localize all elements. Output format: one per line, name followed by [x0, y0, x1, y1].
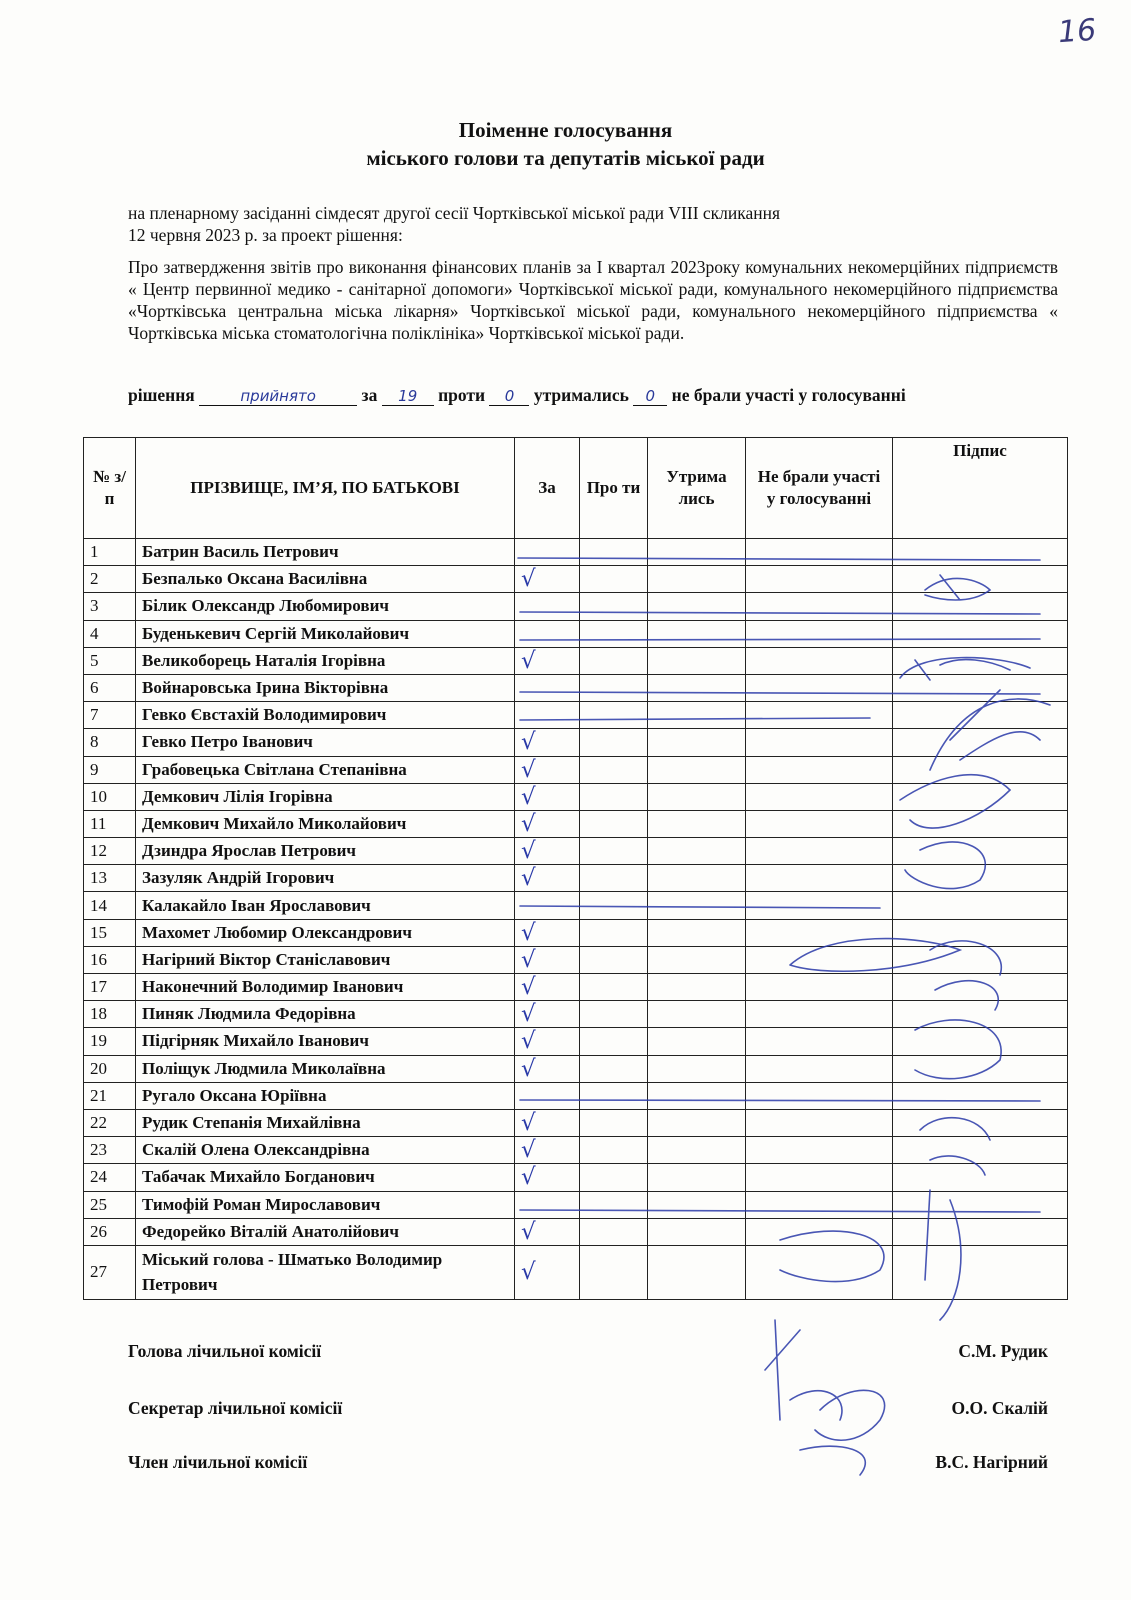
table-row: [84, 838, 1068, 865]
member-label: Член лічильної комісії: [128, 1452, 308, 1472]
vote-absent-cell: [746, 620, 893, 647]
vote-abstain-cell: [648, 756, 746, 783]
vote-for-cell: [515, 539, 580, 566]
voting-table: [83, 437, 1068, 1300]
table-row: [84, 593, 1068, 620]
signature-cell: [893, 593, 1068, 620]
chair-name: С.М. Рудик: [958, 1341, 1048, 1361]
vote-for-cell: [515, 1191, 580, 1218]
header-num: № з/п: [84, 438, 136, 539]
member-name: Тимофій Роман Мирославович: [136, 1191, 515, 1218]
table-row: [84, 1137, 1068, 1164]
signature-cell: [893, 892, 1068, 919]
row-number: 6: [84, 674, 136, 701]
document-subtitle: міського голови та депутатів міської ради: [366, 146, 765, 170]
vote-against-cell: [580, 566, 648, 593]
vote-absent-cell: [746, 892, 893, 919]
vote-for-cell: [515, 674, 580, 701]
vote-against-cell: [580, 647, 648, 674]
table-row: [84, 729, 1068, 756]
signature-cell: [893, 674, 1068, 701]
table-row: [84, 674, 1068, 701]
row-number: 25: [84, 1191, 136, 1218]
vote-absent-cell: [746, 1109, 893, 1136]
header-name: ПРІЗВИЩЕ, ІМ’Я, ПО БАТЬКОВІ: [136, 438, 515, 539]
vote-for-cell: √: [515, 919, 580, 946]
signature-cell: [893, 919, 1068, 946]
vote-abstain-cell: [648, 620, 746, 647]
vote-abstain-cell: [648, 919, 746, 946]
vote-against-cell: [580, 702, 648, 729]
signature-cell: [893, 783, 1068, 810]
vote-for-cell: √: [515, 974, 580, 1001]
vote-for-cell: √: [515, 1055, 580, 1082]
secretary-label: Секретар лічильної комісії: [128, 1398, 343, 1418]
vote-against-cell: [580, 674, 648, 701]
row-number: 16: [84, 946, 136, 973]
vote-absent-cell: [746, 539, 893, 566]
vote-for-cell: √: [515, 946, 580, 973]
against-count: 0: [489, 387, 529, 406]
signature-cell: [893, 1245, 1068, 1299]
vote-against-cell: [580, 1218, 648, 1245]
vote-absent-cell: [746, 1055, 893, 1082]
table-header-row: [84, 438, 1068, 539]
signature-cell: [893, 810, 1068, 837]
row-number: 15: [84, 919, 136, 946]
vote-absent-cell: [746, 647, 893, 674]
member-name: Великоборець Наталія Ігорівна: [136, 647, 515, 674]
signature-cell: [893, 620, 1068, 647]
vote-abstain-cell: [648, 1082, 746, 1109]
vote-absent-cell: [746, 756, 893, 783]
vote-absent-cell: [746, 1137, 893, 1164]
signature-cell: [893, 1164, 1068, 1191]
row-number: 23: [84, 1137, 136, 1164]
vote-against-cell: [580, 1082, 648, 1109]
member-name: Зазуляк Андрій Ігорович: [136, 865, 515, 892]
secretary-name: О.О. Скалій: [951, 1398, 1048, 1418]
vote-absent-cell: [746, 1218, 893, 1245]
row-number: 10: [84, 783, 136, 810]
row-number: 3: [84, 593, 136, 620]
row-number: 14: [84, 892, 136, 919]
vote-absent-cell: [746, 810, 893, 837]
for-label: за: [361, 385, 378, 405]
vote-abstain-cell: [648, 865, 746, 892]
vote-for-cell: √: [515, 1137, 580, 1164]
decision-result: прийнято: [199, 387, 357, 406]
row-number: 22: [84, 1109, 136, 1136]
table-row: [84, 1028, 1068, 1055]
vote-abstain-cell: [648, 1245, 746, 1299]
vote-absent-cell: [746, 593, 893, 620]
row-number: 21: [84, 1082, 136, 1109]
signature-cell: [893, 566, 1068, 593]
vote-for-cell: √: [515, 566, 580, 593]
vote-for-cell: [515, 593, 580, 620]
table-row: [84, 946, 1068, 973]
member-name: Войнаровська Ірина Вікторівна: [136, 674, 515, 701]
vote-for-cell: [515, 620, 580, 647]
vote-against-cell: [580, 729, 648, 756]
abstained-label: утримались: [533, 385, 629, 405]
vote-abstain-cell: [648, 647, 746, 674]
vote-for-cell: [515, 1082, 580, 1109]
vote-absent-cell: [746, 729, 893, 756]
vote-abstain-cell: [648, 593, 746, 620]
vote-against-cell: [580, 539, 648, 566]
vote-absent-cell: [746, 1191, 893, 1218]
vote-absent-cell: [746, 1028, 893, 1055]
member-name: Рудик Степанія Михайлівна: [136, 1109, 515, 1136]
table-row: [84, 1055, 1068, 1082]
chair-row: [128, 1341, 1048, 1362]
vote-absent-cell: [746, 783, 893, 810]
vote-abstain-cell: [648, 1137, 746, 1164]
member-name: Гевко Євстахій Володимирович: [136, 702, 515, 729]
vote-abstain-cell: [648, 674, 746, 701]
vote-abstain-cell: [648, 892, 746, 919]
absent-label: не брали участі у голосуванні: [671, 385, 906, 405]
vote-against-cell: [580, 1191, 648, 1218]
row-number: 4: [84, 620, 136, 647]
member-name: Наконечний Володимир Іванович: [136, 974, 515, 1001]
vote-abstain-cell: [648, 838, 746, 865]
member-name: Скалій Олена Олександрівна: [136, 1137, 515, 1164]
secretary-row: [128, 1398, 1048, 1419]
table-row: [84, 865, 1068, 892]
header-for: За: [515, 438, 580, 539]
vote-abstain-cell: [648, 783, 746, 810]
signature-cell: [893, 946, 1068, 973]
vote-abstain-cell: [648, 1218, 746, 1245]
table-row: [84, 756, 1068, 783]
signature-cell: [893, 838, 1068, 865]
signature-cell: [893, 1109, 1068, 1136]
signature-cell: [893, 865, 1068, 892]
member-name: Міський голова - Шматько Володимир Петрович: [136, 1245, 515, 1299]
table-row: [84, 1082, 1068, 1109]
vote-absent-cell: [746, 702, 893, 729]
vote-absent-cell: [746, 1245, 893, 1299]
decision-summary: [128, 385, 1068, 406]
member-name: Поліщук Людмила Миколаївна: [136, 1055, 515, 1082]
vote-absent-cell: [746, 865, 893, 892]
vote-abstain-cell: [648, 1001, 746, 1028]
member-name: Гевко Петро Іванович: [136, 729, 515, 756]
table-row: [84, 647, 1068, 674]
vote-for-cell: √: [515, 838, 580, 865]
vote-against-cell: [580, 1245, 648, 1299]
table-row: [84, 810, 1068, 837]
vote-abstain-cell: [648, 974, 746, 1001]
table-row: [84, 1191, 1068, 1218]
table-row: [84, 539, 1068, 566]
vote-for-cell: √: [515, 1001, 580, 1028]
table-row: [84, 1218, 1068, 1245]
vote-against-cell: [580, 919, 648, 946]
signature-cell: [893, 1137, 1068, 1164]
table-row: [84, 919, 1068, 946]
vote-absent-cell: [746, 1001, 893, 1028]
vote-against-cell: [580, 1164, 648, 1191]
member-name: Безпалько Оксана Василівна: [136, 566, 515, 593]
vote-for-cell: [515, 892, 580, 919]
member-name: Підгірняк Михайло Іванович: [136, 1028, 515, 1055]
signature-cell: [893, 702, 1068, 729]
vote-for-cell: √: [515, 810, 580, 837]
vote-abstain-cell: [648, 702, 746, 729]
row-number: 12: [84, 838, 136, 865]
table-row: [84, 1245, 1068, 1299]
vote-against-cell: [580, 620, 648, 647]
vote-absent-cell: [746, 974, 893, 1001]
page-number: 16: [1056, 12, 1098, 51]
vote-abstain-cell: [648, 810, 746, 837]
vote-against-cell: [580, 865, 648, 892]
member-name: Батрин Василь Петрович: [136, 539, 515, 566]
vote-abstain-cell: [648, 1191, 746, 1218]
member-name: В.С. Нагірний: [935, 1452, 1048, 1472]
row-number: 5: [84, 647, 136, 674]
member-name: Федорейко Віталій Анатолійович: [136, 1218, 515, 1245]
vote-against-cell: [580, 1137, 648, 1164]
row-number: 19: [84, 1028, 136, 1055]
signature-cell: [893, 756, 1068, 783]
table-row: [84, 702, 1068, 729]
decision-label: рішення: [128, 385, 195, 405]
abstained-count: 0: [633, 387, 667, 406]
vote-against-cell: [580, 1055, 648, 1082]
vote-for-cell: [515, 702, 580, 729]
header-signature: Підпис: [893, 438, 1068, 539]
vote-abstain-cell: [648, 1028, 746, 1055]
row-number: 20: [84, 1055, 136, 1082]
vote-against-cell: [580, 946, 648, 973]
vote-for-cell: √: [515, 1164, 580, 1191]
member-row: [128, 1452, 1048, 1473]
table-row: [84, 892, 1068, 919]
signature-cell: [893, 647, 1068, 674]
signature-cell: [893, 1028, 1068, 1055]
table-row: [84, 1164, 1068, 1191]
table-row: [84, 974, 1068, 1001]
row-number: 13: [84, 865, 136, 892]
vote-absent-cell: [746, 838, 893, 865]
vote-absent-cell: [746, 919, 893, 946]
table-row: [84, 620, 1068, 647]
member-name: Демкович Михайло Миколайович: [136, 810, 515, 837]
vote-for-cell: √: [515, 865, 580, 892]
vote-against-cell: [580, 593, 648, 620]
vote-abstain-cell: [648, 1164, 746, 1191]
member-name: Буденькевич Сергій Миколайович: [136, 620, 515, 647]
signature-cell: [893, 974, 1068, 1001]
vote-absent-cell: [746, 674, 893, 701]
header-against: Про ти: [580, 438, 648, 539]
header-absent: Не брали участі у голосуванні: [746, 438, 893, 539]
member-name: Грабовецька Світлана Степанівна: [136, 756, 515, 783]
draft-decision-description: Про затвердження звітів про виконання фінансових планів за І квартал 2023року комунальних некомерційних підприємств « Центр первинної медико - санітарної допомоги» Чортківської міської ради, комунального некомерційного підприємства «Чортківська центральна міська лікарня» Чортківської міської ради, комунального некомерційного підприємства « Чортківська міська стоматологічна поліклініка» Чортківської міської ради.: [128, 257, 1058, 343]
vote-against-cell: [580, 783, 648, 810]
row-number: 11: [84, 810, 136, 837]
member-name: Дзиндра Ярослав Петрович: [136, 838, 515, 865]
vote-abstain-cell: [648, 566, 746, 593]
vote-for-cell: √: [515, 756, 580, 783]
row-number: 9: [84, 756, 136, 783]
header-abstain: Утрима лись: [648, 438, 746, 539]
member-name: Махомет Любомир Олександрович: [136, 919, 515, 946]
table-row: [84, 783, 1068, 810]
row-number: 26: [84, 1218, 136, 1245]
vote-absent-cell: [746, 566, 893, 593]
vote-absent-cell: [746, 946, 893, 973]
vote-against-cell: [580, 838, 648, 865]
member-name: Демкович Лілія Ігорівна: [136, 783, 515, 810]
document-title: Поіменне голосування: [458, 118, 673, 142]
vote-abstain-cell: [648, 729, 746, 756]
session-line: на пленарному засіданні сімдесят другої сесії Чортківської міської ради VIII скликання: [128, 203, 781, 223]
signature-cell: [893, 1082, 1068, 1109]
vote-absent-cell: [746, 1164, 893, 1191]
signature-cell: [893, 1001, 1068, 1028]
member-name: Калакайло Іван Ярославович: [136, 892, 515, 919]
signature-cell: [893, 1055, 1068, 1082]
row-number: 2: [84, 566, 136, 593]
signature-cell: [893, 1191, 1068, 1218]
vote-abstain-cell: [648, 1109, 746, 1136]
member-name: Ругало Оксана Юріївна: [136, 1082, 515, 1109]
row-number: 17: [84, 974, 136, 1001]
chair-label: Голова лічильної комісії: [128, 1341, 322, 1361]
vote-for-cell: √: [515, 1109, 580, 1136]
signature-cell: [893, 1218, 1068, 1245]
signature-cell: [893, 539, 1068, 566]
vote-for-cell: √: [515, 647, 580, 674]
row-number: 7: [84, 702, 136, 729]
member-name: Пиняк Людмила Федорівна: [136, 1001, 515, 1028]
row-number: 1: [84, 539, 136, 566]
signature-cell: [893, 729, 1068, 756]
vote-for-cell: √: [515, 729, 580, 756]
against-label: проти: [438, 385, 486, 405]
vote-against-cell: [580, 1028, 648, 1055]
vote-absent-cell: [746, 1082, 893, 1109]
vote-for-cell: √: [515, 1218, 580, 1245]
member-name: Нагірний Віктор Станіславович: [136, 946, 515, 973]
row-number: 18: [84, 1001, 136, 1028]
member-name: Білик Олександр Любомирович: [136, 593, 515, 620]
vote-against-cell: [580, 1109, 648, 1136]
vote-for-cell: √: [515, 783, 580, 810]
vote-against-cell: [580, 892, 648, 919]
row-number: 24: [84, 1164, 136, 1191]
vote-abstain-cell: [648, 539, 746, 566]
vote-against-cell: [580, 756, 648, 783]
for-count: 19: [382, 387, 434, 406]
table-row: [84, 1001, 1068, 1028]
vote-for-cell: √: [515, 1028, 580, 1055]
member-name: Табачак Михайло Богданович: [136, 1164, 515, 1191]
table-row: [84, 566, 1068, 593]
vote-against-cell: [580, 1001, 648, 1028]
table-row: [84, 1109, 1068, 1136]
row-number: 27: [84, 1245, 136, 1299]
vote-abstain-cell: [648, 1055, 746, 1082]
vote-against-cell: [580, 974, 648, 1001]
vote-against-cell: [580, 810, 648, 837]
vote-abstain-cell: [648, 946, 746, 973]
vote-for-cell: √: [515, 1245, 580, 1299]
date-line: 12 червня 2023 р. за проект рішення:: [128, 225, 403, 245]
row-number: 8: [84, 729, 136, 756]
